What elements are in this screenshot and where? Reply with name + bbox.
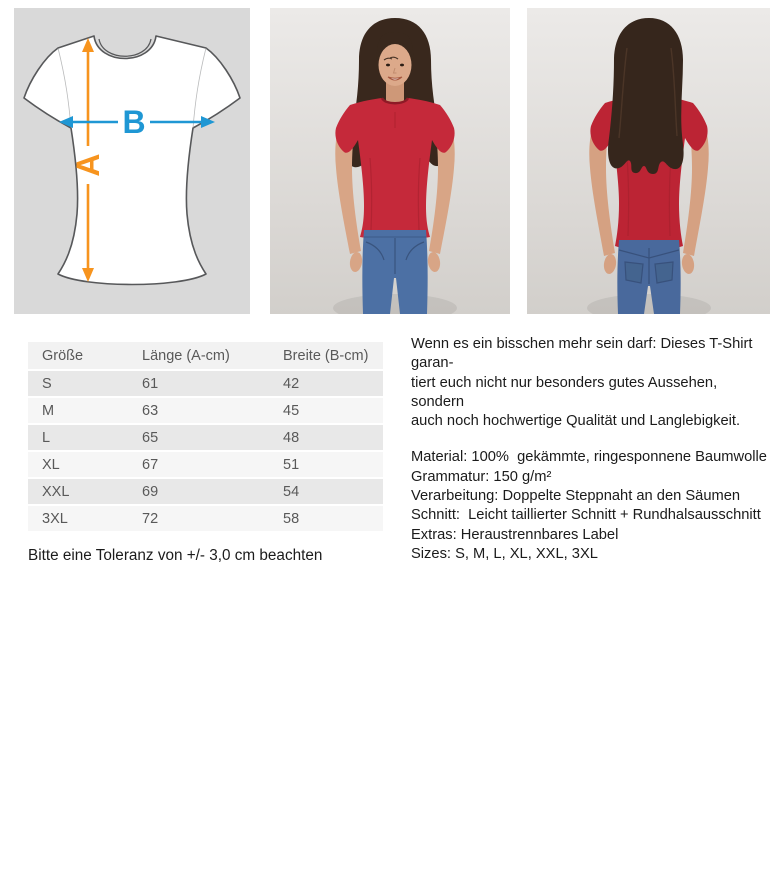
size-table-header (28, 342, 383, 369)
cell-width: 42 (283, 375, 300, 392)
cell-width: 51 (283, 456, 300, 473)
right-hand (681, 253, 696, 274)
description-intro (411, 335, 771, 431)
left-back-pocket (625, 262, 643, 283)
right-hand (427, 251, 442, 272)
table-row (28, 398, 383, 423)
right-back-pocket (655, 262, 673, 283)
description-line: Schnitt: Leicht taillierter Schnitt + Rundhalsausschnitt (411, 507, 761, 524)
tolerance-note: Bitte eine Toleranz von +/- 3,0 cm beachten (28, 547, 323, 564)
floor-shadow (333, 294, 457, 314)
cell-width: 48 (283, 429, 300, 446)
tshirt-measurement-diagram (14, 8, 250, 314)
description-line: Grammatur: 150 g/m² (411, 468, 552, 485)
col-header-size: Größe (42, 347, 84, 364)
model-back-illustration (527, 8, 770, 314)
table-row (28, 371, 383, 396)
cell-length: 63 (142, 402, 159, 419)
label-a: A (70, 153, 106, 177)
cell-length: 61 (142, 375, 159, 392)
cell-length: 72 (142, 510, 159, 527)
table-row (28, 452, 383, 477)
cell-length: 65 (142, 429, 159, 446)
table-row (28, 506, 383, 531)
cell-size: M (42, 402, 55, 419)
cell-size: S (42, 375, 52, 392)
model-front-image (270, 8, 510, 314)
label-b: B (122, 104, 146, 140)
description-line: Wenn es ein bisschen mehr sein darf: Dieses T-Shirt garan- (411, 336, 757, 372)
model-front-illustration (270, 8, 510, 314)
cell-width: 58 (283, 510, 300, 527)
cell-width: 45 (283, 402, 300, 419)
description-line: tiert euch nicht nur besonders gutes Aussehen, sondern (411, 374, 722, 410)
cell-size: XXL (42, 483, 70, 500)
hair-back (608, 18, 684, 174)
col-header-width: Breite (B-cm) (283, 347, 369, 364)
description-line: Material: 100% gekämmte, ringesponnene Baumwolle (411, 449, 767, 466)
cell-width: 54 (283, 483, 300, 500)
size-table (28, 342, 383, 531)
product-description (411, 335, 771, 564)
description-line: Sizes: S, M, L, XL, XXL, 3XL (411, 545, 598, 562)
cell-size: L (42, 429, 51, 446)
tshirt-outline (24, 36, 240, 285)
cell-length: 69 (142, 483, 159, 500)
cell-length: 67 (142, 456, 159, 473)
table-row (28, 425, 383, 450)
description-details (411, 448, 771, 564)
description-line: Verarbeitung: Doppelte Steppnaht an den Säumen (411, 488, 741, 505)
table-row (28, 479, 383, 504)
left-hand (349, 251, 364, 272)
floor-shadow (587, 294, 711, 314)
cell-size: 3XL (42, 510, 68, 527)
left-hand (603, 253, 618, 274)
description-line: auch noch hochwertige Qualität und Langlebigkeit. (411, 413, 741, 430)
col-header-length: Länge (A-cm) (142, 347, 230, 364)
description-line: Extras: Heraustrennbares Label (411, 526, 619, 543)
cell-size: XL (42, 456, 60, 473)
model-back-image (527, 8, 770, 314)
size-diagram-image (14, 8, 250, 314)
